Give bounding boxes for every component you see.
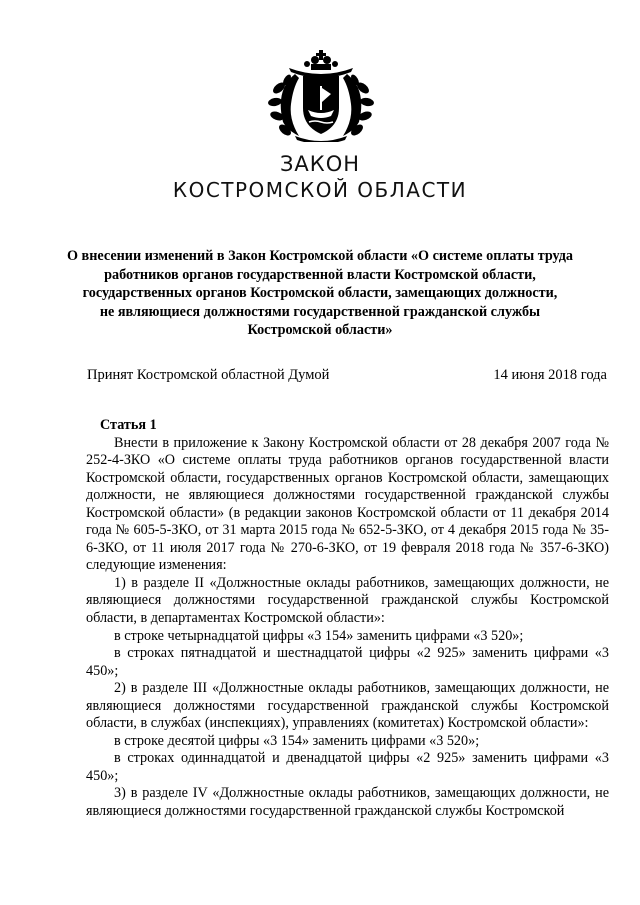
law-subject: [60, 247, 580, 340]
subject-line: не являющиеся должностями государственной гражданской службы: [99, 303, 541, 320]
article-heading: Статья 1: [100, 417, 157, 433]
subject-line: государственных органов Костромской области, замещающих должности,: [82, 285, 558, 302]
adopted-by: Принят Костромской областной Думой: [87, 367, 330, 383]
article-paragraph: 2) в разделе III «Должностные оклады работников, замещающих должности, не являющиеся должностями государственной гражданской службы Костромской области, в службах (инспекциях), управлениях (комитетах) Костромской области»:: [86, 680, 609, 732]
article-paragraph: 1) в разделе II «Должностные оклады работников, замещающих должности, не являющиеся должностями государственной гражданской службы Костромской области, в департаментах Костромской области»:: [86, 574, 609, 627]
article-body: [86, 417, 609, 821]
subject-line: работников органов государственной власти Костромской области,: [104, 266, 536, 283]
subject-line: О внесении изменений в Закон Костромской области «О системе оплаты труда: [66, 248, 574, 264]
article-paragraph: 3) в разделе IV «Должностные оклады работников, замещающих должности, не являющиеся должностями государственной гражданской службы Костромской: [86, 785, 609, 820]
law-title: ЗАКОН: [279, 152, 361, 176]
article-paragraph: Внести в приложение к Закону Костромской области от 28 декабря 2007 года № 252-4-ЗКО «О системе оплаты труда работников органов государственной власти Костромской области, государственных органов Костромской области, замещающих должности, не являющиеся должностями государственной гражданской службы Костромской области» (в редакции законов Костромской области от 11 декабря 2014 года № 605-5-ЗКО, от 31 марта 2015 года № 652-5-ЗКО, от 4 декабря 2015 года № 35-6-ЗКО, от 11 июля 2017 года № 270-6-ЗКО, от 19 февраля 2018 года № 357-6-ЗКО) следующие изменения:: [86, 434, 609, 574]
adoption-date: 14 июня 2018 года: [493, 367, 607, 383]
kostroma-coat-of-arms-icon: [265, 50, 377, 142]
article-paragraph: в строках одиннадцатой и двенадцатой цифры «2 925» заменить цифрами «3 450»;: [86, 750, 609, 784]
article-paragraph: в строке десятой цифры «3 154» заменить цифрами «3 520»;: [114, 732, 480, 749]
adoption-line: [87, 366, 607, 384]
article-paragraph: в строке четырнадцатой цифры «3 154» заменить цифрами «3 520»;: [114, 627, 524, 644]
region-title: КОСТРОМСКОЙ ОБЛАСТИ: [172, 178, 468, 202]
article-paragraph: в строках пятнадцатой и шестнадцатой цифры «2 925» заменить цифрами «3 450»;: [86, 645, 609, 679]
subject-line: Костромской области»: [247, 322, 393, 339]
